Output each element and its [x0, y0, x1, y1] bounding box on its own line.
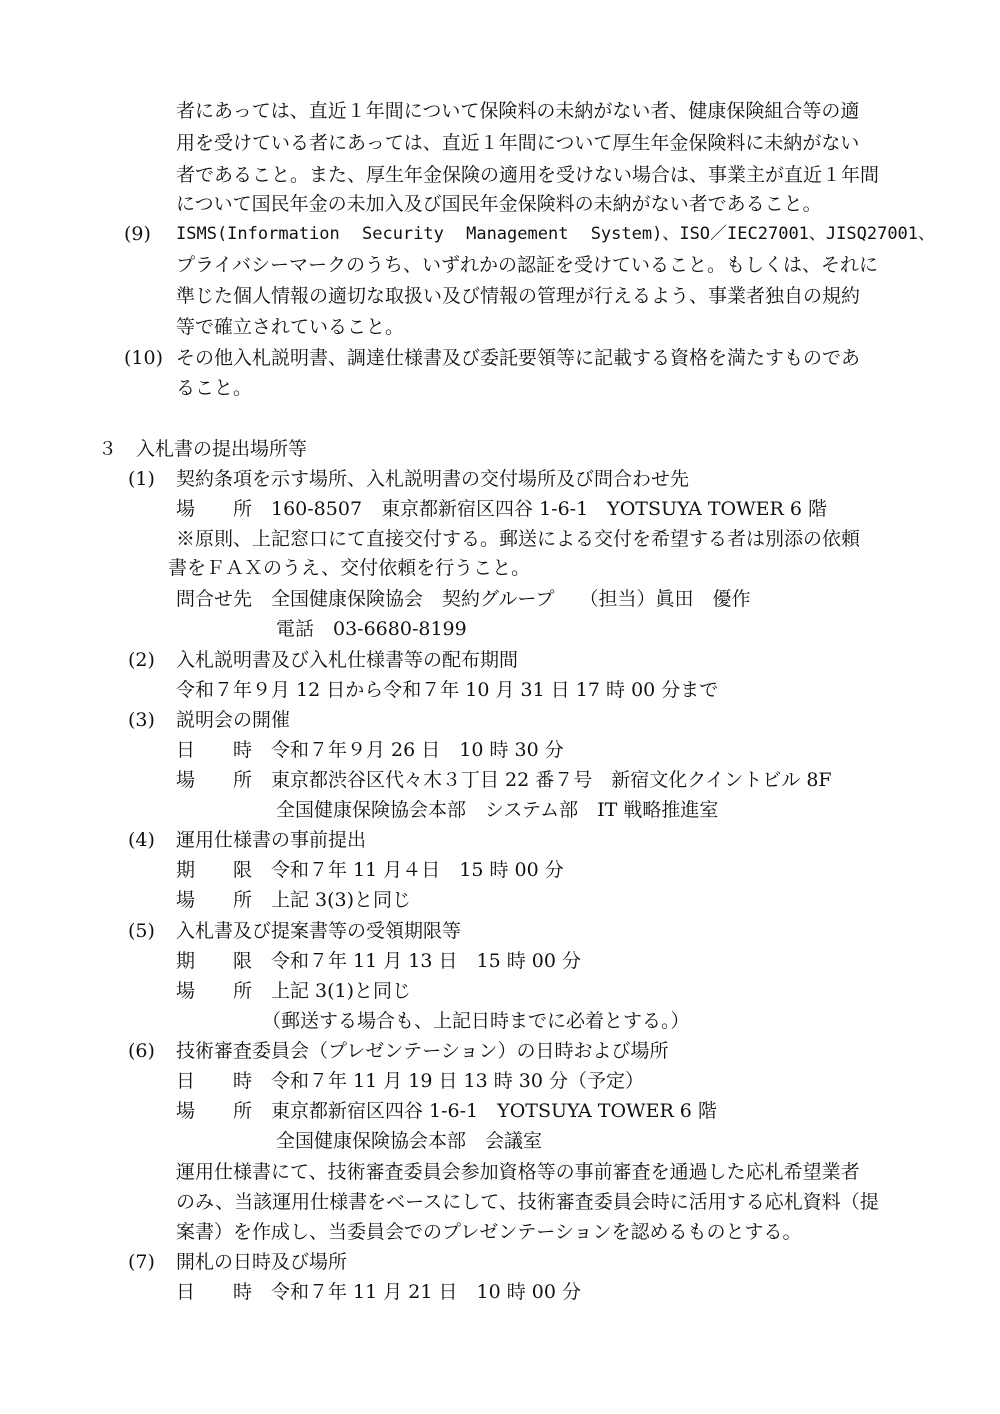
place-line: 場 所 上記 3(3)と同じ [176, 889, 412, 911]
note-line: （郵送する場合も、上記日時までに必着とする。） [262, 1010, 690, 1032]
paragraph-line: 者であること。また、厚生年金保険の適用を受けない場合は、事業主が直近１年間 [176, 164, 880, 186]
item-10-line: その他入札説明書、調達仕様書及び委託要領等に記載する資格を満たすものであ [176, 347, 861, 369]
paragraph-line: 運用仕様書にて、技術審査委員会参加資格等の事前審査を通過した応札希望業者 [176, 1161, 860, 1183]
item-number: (6) [128, 1040, 155, 1062]
item-number: (9) [124, 223, 151, 245]
item-number: (2) [128, 649, 155, 671]
deadline-line: 期 限 令和７年 11 月４日 15 時 00 分 [176, 859, 564, 881]
item-number: (10) [124, 347, 164, 369]
item-number: (3) [128, 709, 155, 731]
subsection-title: 技術審査委員会（プレゼンテーション）の日時および場所 [176, 1040, 669, 1062]
item-10-line: ること。 [176, 377, 253, 399]
note-line: 書をＦＡＸのうえ、交付依頼を行うこと。 [168, 557, 531, 579]
subsection-title: 契約条項を示す場所、入札説明書の交付場所及び問合わせ先 [176, 468, 690, 490]
place-line: 全国健康保険協会本部 会議室 [276, 1130, 543, 1152]
paragraph-line: 者にあっては、直近１年間について保険料の未納がない者、健康保険組合等の適 [176, 100, 860, 122]
date-line: 日 時 令和７年９月 26 日 10 時 30 分 [176, 739, 564, 761]
period-line: 令和７年９月 12 日から令和７年 10 月 31 日 17 時 00 分まで [176, 679, 719, 701]
paragraph-line: について国民年金の未加入及び国民年金保険料の未納がない者であること。 [176, 193, 822, 215]
note-line: ※原則、上記窓口にて直接交付する。郵送による交付を希望する者は別添の依頼 [176, 528, 861, 550]
deadline-line: 期 限 令和７年 11 月 13 日 15 時 00 分 [176, 950, 581, 972]
date-line: 日 時 令和７年 11 月 19 日 13 時 30 分（予定） [176, 1070, 645, 1092]
subsection-title: 運用仕様書の事前提出 [176, 829, 367, 851]
item-9-line: ISMS(Information Security Management System)、ISO／IEC27001、JISQ27001、 [176, 224, 936, 244]
place-line: 全国健康保険協会本部 システム部 IT 戦略推進室 [276, 799, 719, 821]
place-line: 場 所 上記 3(1)と同じ [176, 980, 412, 1002]
subsection-title: 開札の日時及び場所 [176, 1251, 348, 1273]
paragraph-line: プライバシーマークのうち、いずれかの認証を受けていること。もしくは、それに [176, 254, 879, 276]
paragraph-line: 等で確立されていること。 [176, 316, 405, 338]
paragraph-line: 案書）を作成し、当委員会でのプレゼンテーションを認めるものとする。 [176, 1221, 802, 1243]
item-number: (1) [128, 468, 155, 490]
tel-line: 電話 03-6680-8199 [276, 618, 467, 640]
item-number: (5) [128, 920, 155, 942]
paragraph-line: のみ、当該運用仕様書をベースにして、技術審査委員会時に活用する応札資料（提 [176, 1191, 879, 1213]
subsection-title: 入札説明書及び入札仕様書等の配布期間 [176, 649, 519, 671]
paragraph-line: 準じた個人情報の適切な取扱い及び情報の管理が行えるよう、事業者独自の規約 [176, 285, 861, 307]
subsection-title: 入札書及び提案書等の受領期限等 [176, 920, 462, 942]
item-number: (4) [128, 829, 155, 851]
item-number: (7) [128, 1251, 155, 1273]
place-line: 場 所 160-8507 東京都新宿区四谷 1-6-1 YOTSUYA TOWER 6 階 [176, 498, 827, 520]
place-line: 場 所 東京都新宿区四谷 1-6-1 YOTSUYA TOWER 6 階 [176, 1100, 717, 1122]
contact-line: 問合せ先 全国健康保険協会 契約グループ （担当）眞田 優作 [176, 588, 751, 610]
date-line: 日 時 令和７年 11 月 21 日 10 時 00 分 [176, 1281, 581, 1303]
place-line: 場 所 東京都渋谷区代々木３丁目 22 番７号 新宿文化クイントビル 8F [176, 769, 832, 791]
section-heading: ３ 入札書の提出場所等 [98, 438, 308, 460]
paragraph-line: 用を受けている者にあっては、直近１年間について厚生年金保険料に未納がない [176, 132, 860, 154]
subsection-title: 説明会の開催 [176, 709, 291, 731]
